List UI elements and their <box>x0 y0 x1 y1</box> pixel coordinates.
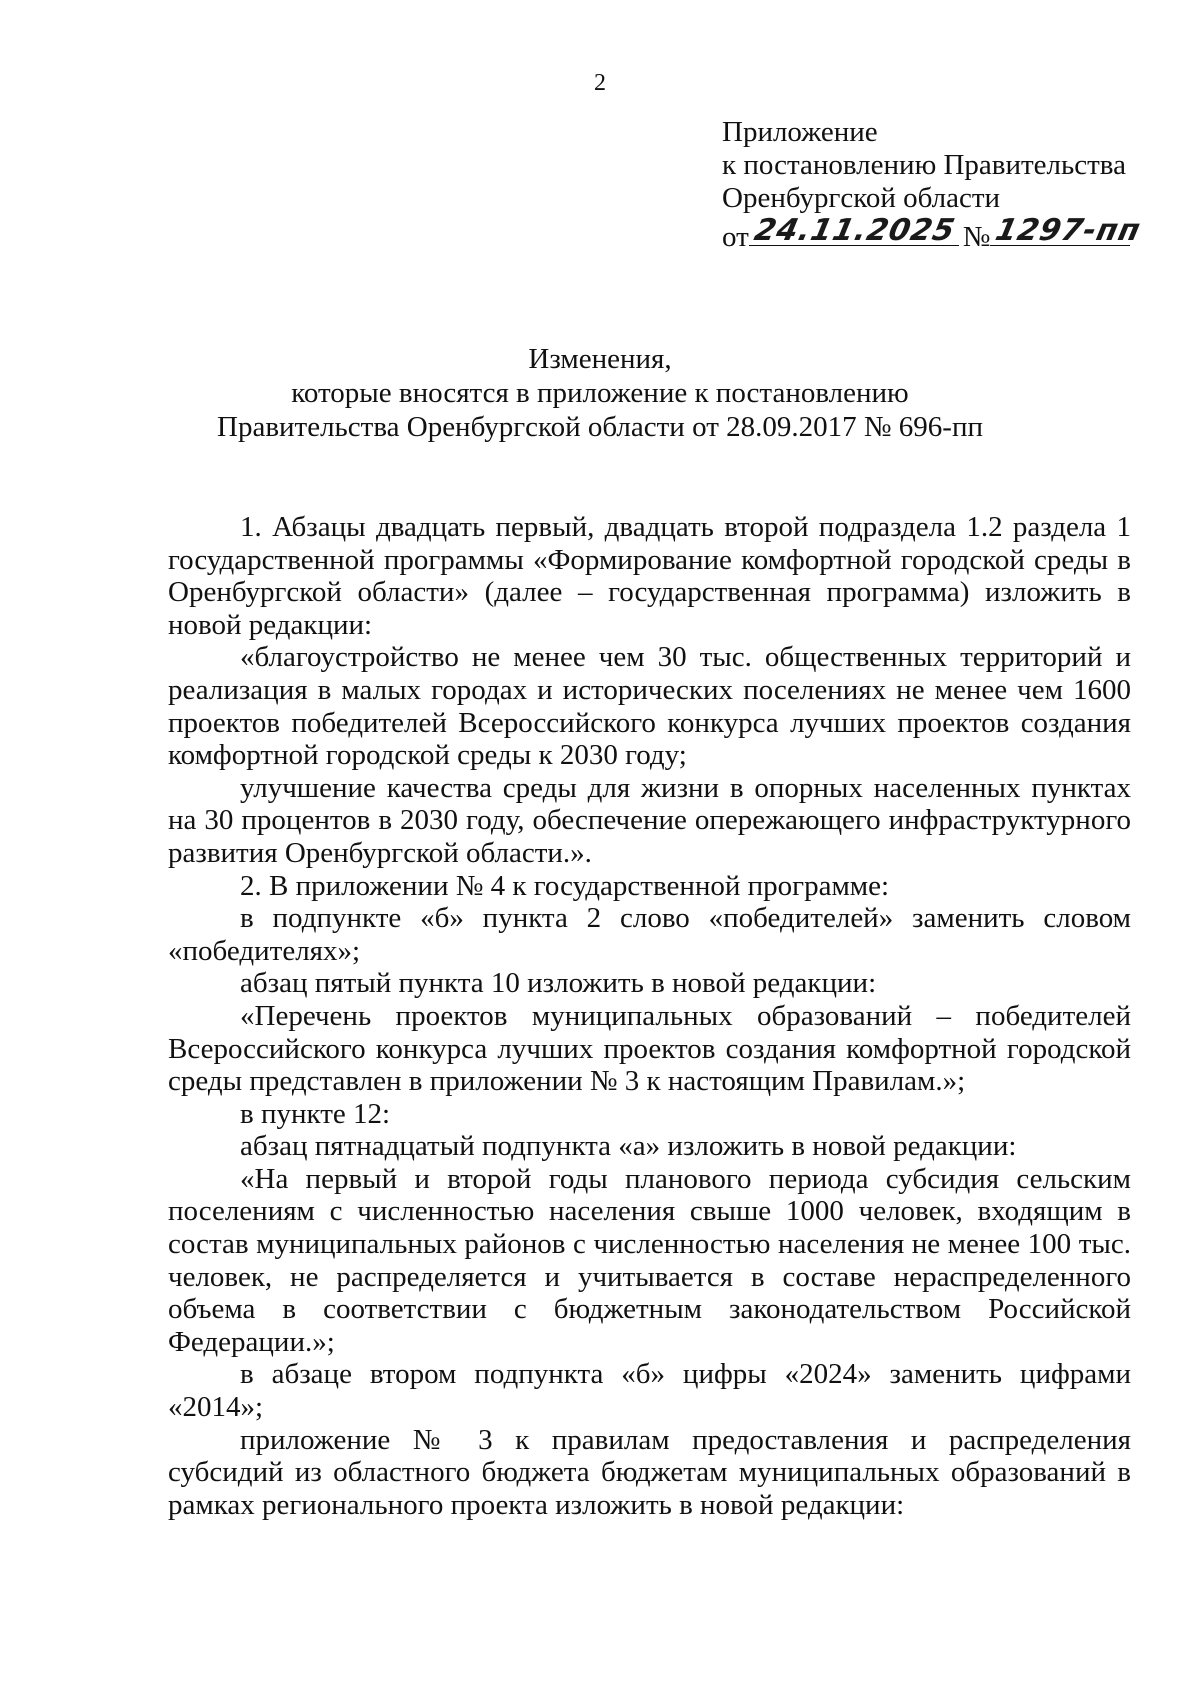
date-prefix: от <box>722 221 749 253</box>
title-line-1: Изменения, <box>528 343 672 375</box>
appendix-line-3: Оренбургской области <box>722 182 1001 214</box>
title-line-3: Правительства Оренбургской области от 28.09.2017 № 696-пп <box>217 411 983 443</box>
document-title <box>0 342 1200 444</box>
paragraph-1: 1. Абзацы двадцать первый, двадцать второй подраздела 1.2 раздела 1 государственной программы «Формирование комфортной городской среды в Оренбургской области» (далее – государственная программа) изложить в новой редакции: <box>168 511 1131 641</box>
appendix-line-2: к постановлению Правительства <box>722 149 1126 181</box>
paragraph-10: «На первый и второй годы планового периода субсидия сельским поселениям с численностью населения свыше 1000 человек, входящим в состав муниципальных районов с численностью населения не менее 100 тыс. человек, не распределяется и учитывается в составе нераспределенного объема в соответствии с бюджетным законодательством Российской Федерации.»; <box>168 1162 1131 1358</box>
number-sign: № <box>962 221 991 253</box>
paragraph-11: в абзаце втором подпункта «б» цифры «2024» заменить цифрами «2014»; <box>168 1358 1131 1424</box>
paragraph-4: 2. В приложении № 4 к государственной программе: <box>240 869 890 902</box>
appendix-block <box>722 116 1145 255</box>
paragraph-8: в пункте 12: <box>240 1097 391 1130</box>
paragraph-5: в подпункте «б» пункта 2 слово «победителей» заменить словом «победителях»; <box>168 902 1131 967</box>
number-fill-line <box>990 213 1145 248</box>
paragraph-3: улучшение качества среды для жизни в опорных населенных пунктах на 30 процентов в 2030 году, обеспечение опережающего инфраструктурного развития Оренбургской области.». <box>168 771 1131 869</box>
page-number: 2 <box>594 70 606 96</box>
paragraph-9: абзац пятнадцатый подпункта «а» изложить в новой редакции: <box>240 1130 1017 1163</box>
paragraph-7: «Перечень проектов муниципальных образований – победителей Всероссийского конкурса лучших проектов создания комфортной городской среды представлен в приложении № 3 к настоящим Правилам.»; <box>168 999 1131 1098</box>
appendix-line-1: Приложение <box>722 116 878 148</box>
document-body <box>168 511 1131 1521</box>
handwritten-number: 1297-пп <box>992 213 1145 248</box>
paragraph-2: «благоустройство не менее чем 30 тыс. общественных территорий и реализация в малых городах и исторических поселениях не менее чем 1600 проектов победителей Всероссийского конкурса лучших проектов создания комфортной городской среды к 2030 году; <box>168 641 1131 772</box>
date-fill-line <box>749 215 959 246</box>
handwritten-date: 24.11.2025 <box>751 213 959 248</box>
paragraph-6: абзац пятый пункта 10 изложить в новой редакции: <box>240 967 877 1000</box>
appendix-signature-row <box>722 213 1145 255</box>
paragraph-12: приложение № 3 к правилам предоставления и распределения субсидий из областного бюджета бюджетам муниципальных образований в рамках регионального проекта изложить в новой редакции: <box>168 1423 1131 1521</box>
title-line-2: которые вносятся в приложение к постановлению <box>291 377 909 409</box>
